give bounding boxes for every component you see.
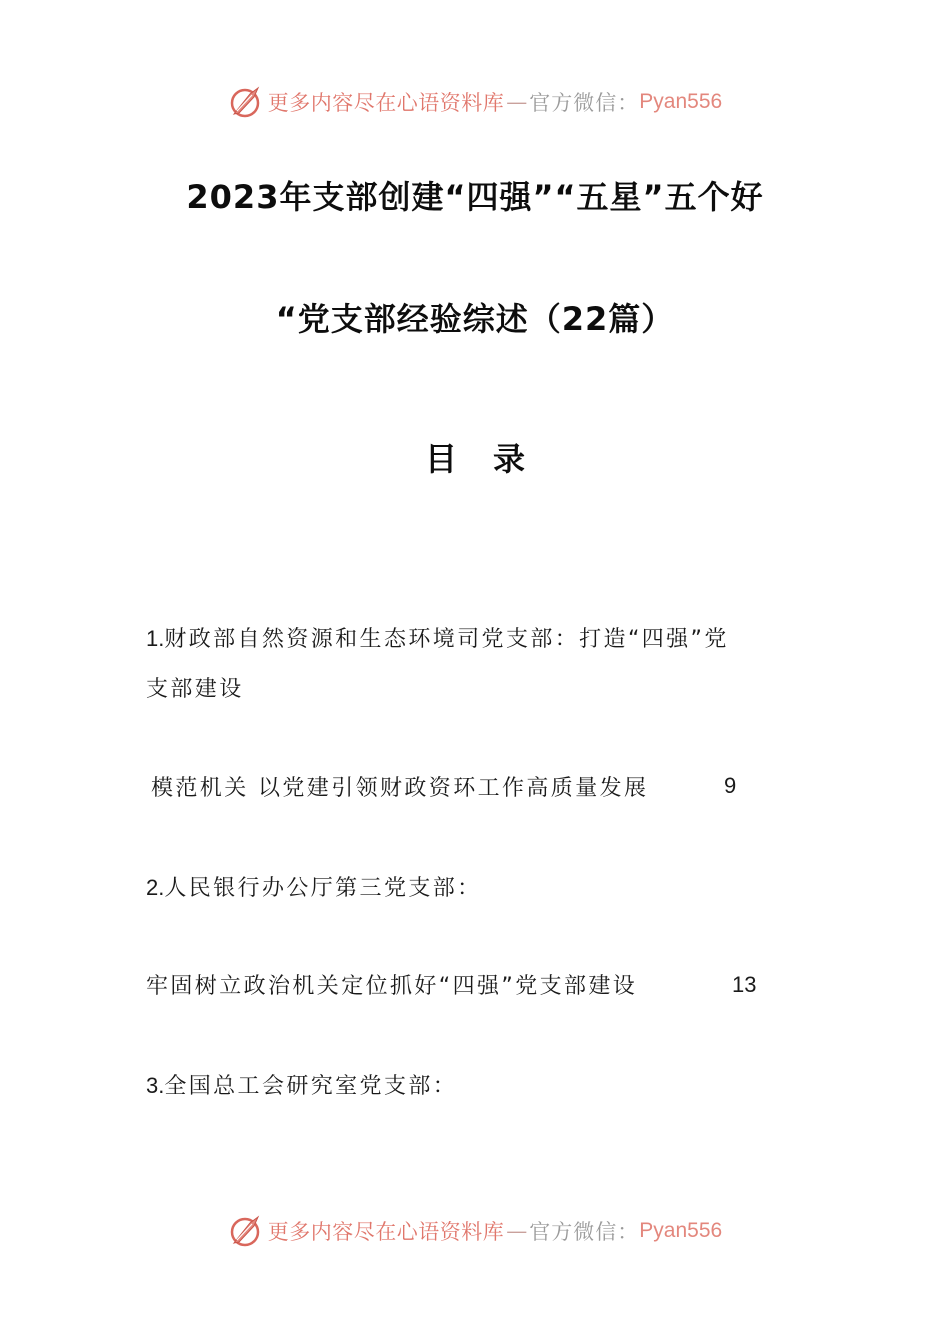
toc-item-2-number: 2. xyxy=(146,875,165,900)
watermark-official-label: 官方微信： xyxy=(529,91,640,115)
watermark-separator: — xyxy=(506,1219,528,1243)
toc-item-1-subtitle: 模范机关 以党建引领财政资环工作高质量发展 xyxy=(151,776,649,801)
watermark-separator: — xyxy=(506,90,528,114)
toc-item-2-line-1 xyxy=(146,871,482,902)
toc-item-2-page: 13 xyxy=(732,972,757,997)
toc-item-1-page: 9 xyxy=(724,773,737,798)
watermark-wechat-id: Pyan556 xyxy=(639,90,723,113)
quill-seal-icon xyxy=(228,84,264,120)
toc-item-2-subtitle: 牢固树立政治机关定位抓好“四强”党支部建设 xyxy=(146,974,638,999)
document-title-line-2: “党支部经验综述（22篇） xyxy=(275,300,675,338)
toc-item-2-title: 人民银行办公厅第三党支部： xyxy=(164,876,482,901)
watermark-brand: 更多内容尽在心语资料库 xyxy=(267,91,505,115)
watermark-wechat-id: Pyan556 xyxy=(639,1219,723,1242)
quill-seal-icon xyxy=(228,1213,264,1249)
toc-item-1-number: 1. xyxy=(146,626,165,651)
watermark-brand: 更多内容尽在心语资料库 xyxy=(267,1220,505,1244)
watermark-banner-top xyxy=(0,80,950,124)
toc-item-3-line-1 xyxy=(146,1069,457,1100)
toc-heading: 目录 xyxy=(424,440,561,478)
toc-item-3-title: 全国总工会研究室党支部： xyxy=(164,1074,458,1099)
document-title-line-1: 2023年支部创建“四强”“五星”五个好 xyxy=(186,178,764,216)
toc-item-1-title: 财政部自然资源和生态环境司党支部：打造“四强”党 xyxy=(164,627,729,652)
watermark-banner-bottom xyxy=(0,1209,950,1253)
toc-item-1-line-1 xyxy=(146,622,729,653)
toc-item-3-number: 3. xyxy=(146,1073,165,1098)
toc-item-1-line-2: 支部建设 xyxy=(146,677,244,702)
watermark-official-label: 官方微信： xyxy=(529,1220,640,1244)
